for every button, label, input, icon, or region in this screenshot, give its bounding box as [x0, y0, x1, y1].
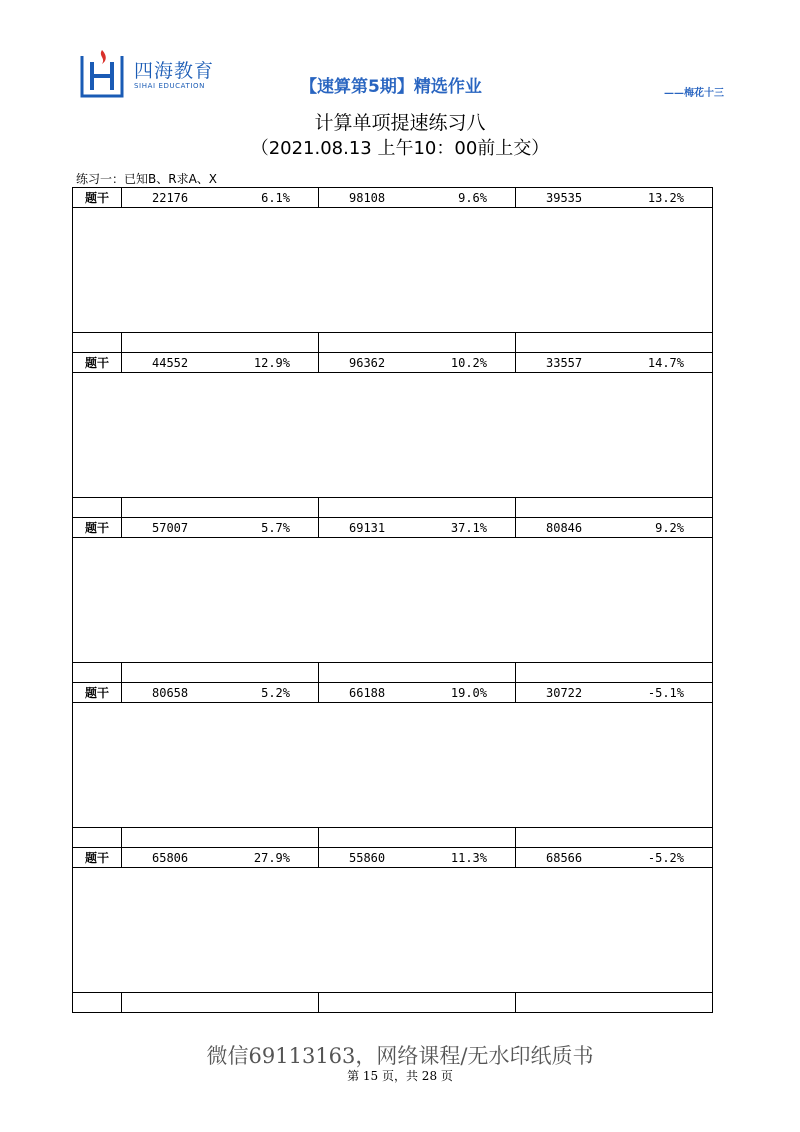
value-b: 57007	[152, 520, 189, 535]
answer-cell[interactable]	[319, 828, 516, 848]
problem-cell	[319, 353, 516, 373]
answer-cell[interactable]	[516, 498, 713, 518]
answer-cell[interactable]	[516, 993, 713, 1013]
value-b: 69131	[349, 520, 386, 535]
value-b: 33557	[546, 355, 583, 370]
value-b: 44552	[152, 355, 189, 370]
answer-cell[interactable]	[122, 663, 319, 683]
problem-cell	[122, 188, 319, 208]
value-r: 5.7%	[261, 520, 290, 535]
problem-cell	[122, 848, 319, 868]
logo-mark-icon	[78, 48, 126, 100]
row-label: 题干	[73, 518, 122, 538]
problem-row	[73, 848, 713, 868]
value-b: 66188	[349, 685, 386, 700]
problem-cell	[516, 188, 713, 208]
answer-row	[73, 663, 713, 683]
value-r: -5.1%	[647, 685, 684, 700]
row-label: 题干	[73, 848, 122, 868]
value-r: 27.9%	[253, 850, 290, 865]
answer-cell[interactable]	[319, 663, 516, 683]
value-r: 13.2%	[647, 190, 684, 205]
footer-contact: 微信69113163，网络课程/无水印纸质书	[206, 1044, 594, 1068]
logo	[78, 48, 228, 100]
problem-cell	[516, 518, 713, 538]
answer-cell[interactable]	[73, 498, 122, 518]
problem-cell	[319, 188, 516, 208]
value-b: 98108	[349, 190, 386, 205]
answer-cell[interactable]	[516, 333, 713, 353]
exercise-label: 练习一：已知B、R求A、X	[76, 172, 218, 186]
logo-subtext: SIHAI EDUCATION	[134, 82, 206, 90]
row-label: 题干	[73, 683, 122, 703]
value-b: 96362	[349, 355, 386, 370]
answer-row	[73, 498, 713, 518]
value-b: 39535	[546, 190, 583, 205]
answer-cell[interactable]	[122, 498, 319, 518]
work-area[interactable]	[73, 538, 713, 663]
value-r: 9.6%	[458, 190, 487, 205]
value-b: 30722	[546, 685, 583, 700]
value-r: -5.2%	[647, 850, 684, 865]
header-title: 【速算第5期】精选作业	[300, 77, 482, 97]
problem-cell	[122, 353, 319, 373]
problem-row	[73, 683, 713, 703]
work-area[interactable]	[73, 703, 713, 828]
value-b: 80846	[546, 520, 583, 535]
problem-row	[73, 518, 713, 538]
value-r: 5.2%	[261, 685, 290, 700]
page-number: 第 15 页，共 28 页	[347, 1069, 453, 1083]
value-r: 6.1%	[261, 190, 290, 205]
value-r: 19.0%	[450, 685, 487, 700]
problem-row	[73, 188, 713, 208]
problem-cell	[122, 683, 319, 703]
page-title: 计算单项提速练习八	[314, 112, 486, 134]
answer-cell[interactable]	[73, 828, 122, 848]
problem-cell	[319, 683, 516, 703]
value-b: 55860	[349, 850, 386, 865]
answer-cell[interactable]	[319, 498, 516, 518]
answer-cell[interactable]	[516, 663, 713, 683]
work-area[interactable]	[73, 868, 713, 993]
problem-cell	[122, 518, 319, 538]
answer-cell[interactable]	[319, 333, 516, 353]
work-area-row	[73, 373, 713, 498]
answer-row	[73, 333, 713, 353]
problem-cell	[319, 518, 516, 538]
answer-cell[interactable]	[73, 663, 122, 683]
answer-cell[interactable]	[516, 828, 713, 848]
header-author: ——梅花十三	[664, 88, 724, 99]
value-r: 12.9%	[253, 355, 290, 370]
answer-row	[73, 828, 713, 848]
row-label: 题干	[73, 353, 122, 373]
problem-cell	[319, 848, 516, 868]
value-b: 65806	[152, 850, 189, 865]
answer-cell[interactable]	[122, 828, 319, 848]
value-r: 14.7%	[647, 355, 684, 370]
page-subtitle: （2021.08.13 上午10：00前上交）	[250, 138, 550, 159]
problem-cell	[516, 353, 713, 373]
work-area[interactable]	[73, 373, 713, 498]
value-r: 37.1%	[450, 520, 487, 535]
value-r: 10.2%	[450, 355, 487, 370]
answer-cell[interactable]	[73, 333, 122, 353]
row-label: 题干	[73, 188, 122, 208]
problem-cell	[516, 683, 713, 703]
answer-cell[interactable]	[122, 993, 319, 1013]
answer-row	[73, 993, 713, 1013]
work-area-row	[73, 208, 713, 333]
answer-cell[interactable]	[122, 333, 319, 353]
problem-row	[73, 353, 713, 373]
exercise-table	[72, 187, 713, 1013]
value-r: 11.3%	[450, 850, 487, 865]
work-area-row	[73, 703, 713, 828]
work-area-row	[73, 538, 713, 663]
value-b: 22176	[152, 190, 189, 205]
value-r: 9.2%	[655, 520, 684, 535]
logo-text: 四海教育	[134, 60, 215, 82]
answer-cell[interactable]	[73, 993, 122, 1013]
work-area[interactable]	[73, 208, 713, 333]
problem-cell	[516, 848, 713, 868]
answer-cell[interactable]	[319, 993, 516, 1013]
value-b: 68566	[546, 850, 583, 865]
value-b: 80658	[152, 685, 189, 700]
work-area-row	[73, 868, 713, 993]
